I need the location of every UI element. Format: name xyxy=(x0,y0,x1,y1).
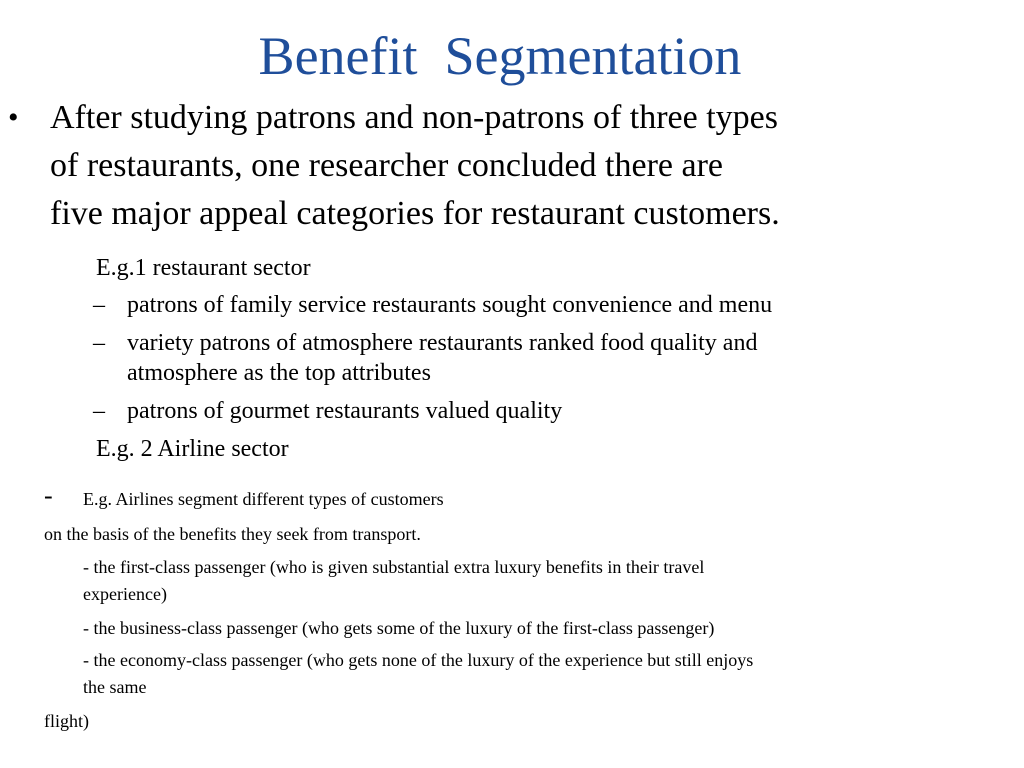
restaurant-item-1: patrons of family service restaurants sought convenience and menu xyxy=(127,292,773,318)
airline-heading: E.g. 2 Airline sector xyxy=(96,436,289,462)
economy-line-1: - the economy-class passenger (who gets none of the luxury of the experience but still enjoys xyxy=(83,650,754,670)
first-class-line-1: - the first-class passenger (who is given substantial extra luxury benefits in their travel xyxy=(83,557,705,577)
main-bullet-line-2: of restaurants, one researcher concluded there are xyxy=(50,147,724,184)
airline-dash-marker: - xyxy=(44,481,53,510)
business-class-line: - the business-class passenger (who gets some of the luxury of the first-class passenger) xyxy=(83,618,715,638)
bullet-dot-icon: • xyxy=(8,101,19,134)
slide-title: Benefit Segmentation xyxy=(258,26,742,86)
restaurant-heading: E.g.1 restaurant sector xyxy=(96,255,311,281)
main-bullet-line-1: After studying patrons and non-patrons of three types xyxy=(50,99,778,136)
flight-line: flight) xyxy=(44,711,89,731)
restaurant-item-3: patrons of gourmet restaurants valued quality xyxy=(127,398,563,424)
first-class-line-2: experience) xyxy=(83,584,167,604)
main-bullet-line-3: five major appeal categories for restaurant customers. xyxy=(50,195,780,232)
economy-line-2: the same xyxy=(83,677,147,697)
restaurant-item-2: variety patrons of atmosphere restaurants ranked food quality and xyxy=(127,330,758,356)
airline-basis: on the basis of the benefits they seek from transport. xyxy=(44,524,421,544)
dash-icon: – xyxy=(93,292,105,318)
dash-icon: – xyxy=(93,398,105,424)
airline-intro: E.g. Airlines segment different types of customers xyxy=(83,489,444,509)
restaurant-item-2-cont: atmosphere as the top attributes xyxy=(127,360,431,386)
dash-icon: – xyxy=(93,330,105,356)
